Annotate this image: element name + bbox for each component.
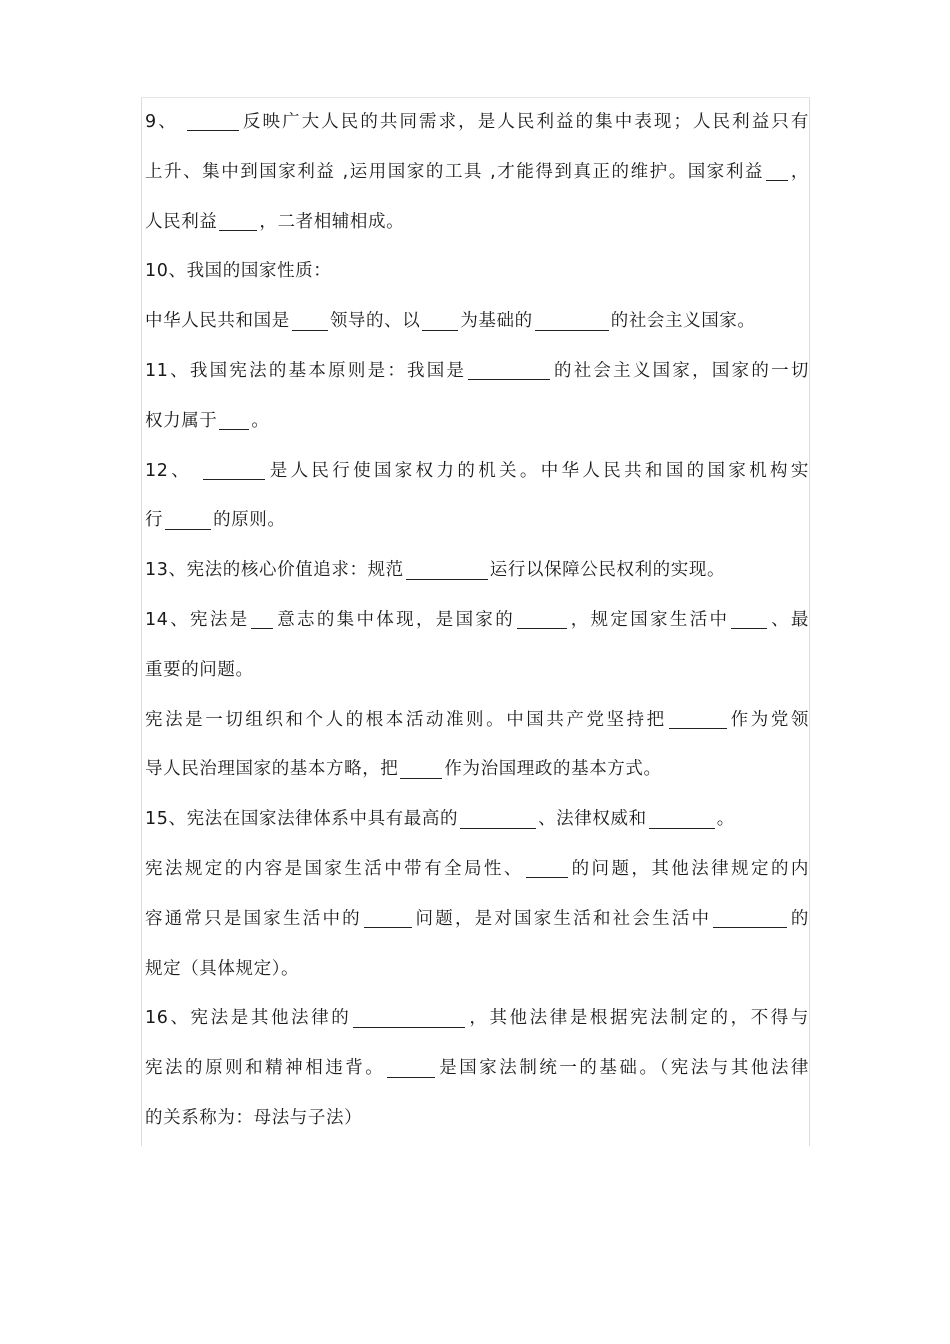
text-line bbox=[145, 745, 809, 795]
text-segment: 、法律权威和 bbox=[538, 809, 647, 830]
text-segment: 容通常只是国家生活中的 bbox=[145, 908, 362, 929]
text-segment: 15、宪法在国家法律体系中具有最高的 bbox=[145, 809, 459, 830]
text-segment: ，规定国家生活中 bbox=[569, 609, 730, 630]
text-segment: 宪法的原则和精神相违背。 bbox=[145, 1058, 386, 1079]
fill-blank bbox=[517, 608, 567, 629]
text-segment: 行 bbox=[145, 510, 164, 531]
text-segment: 的社会主义国家。 bbox=[610, 311, 756, 332]
text-line bbox=[145, 646, 809, 696]
text-line bbox=[145, 397, 809, 447]
text-segment: 的问题，其他法律规定的内 bbox=[569, 858, 810, 879]
text-line bbox=[145, 1044, 809, 1094]
text-segment: 。 bbox=[251, 410, 270, 431]
text-segment: 中华人民共和国是 bbox=[145, 311, 290, 332]
text-line bbox=[145, 795, 809, 845]
fill-blank bbox=[165, 509, 211, 530]
fill-blank bbox=[292, 309, 328, 330]
fill-blank bbox=[535, 309, 609, 330]
text-segment: 的 bbox=[789, 908, 809, 929]
text-segment: 的社会主义国家，国家的一切 bbox=[552, 360, 809, 381]
text-segment: 问题，是对国家生活和社会生活中 bbox=[413, 908, 712, 929]
fill-blank bbox=[649, 807, 715, 828]
text-segment: 反映广大人民的共同需求，是人民利益的集中表现；人民利益只有 bbox=[241, 112, 809, 132]
text-segment: ，二者相辅相成。 bbox=[259, 211, 405, 232]
text-line bbox=[145, 198, 809, 248]
fill-blank bbox=[406, 558, 488, 579]
fill-blank bbox=[219, 409, 249, 430]
fill-blank bbox=[219, 210, 257, 231]
text-segment: 10、我国的国家性质： bbox=[145, 261, 332, 282]
fill-blank bbox=[669, 708, 727, 729]
document-body bbox=[145, 98, 809, 1144]
fill-blank bbox=[364, 907, 412, 928]
text-segment: 意志的集中体现，是国家的 bbox=[275, 609, 516, 630]
fill-blank bbox=[387, 1056, 435, 1077]
text-segment: 是人民行使国家权力的机关。中华人民共和国的国家机构实 bbox=[266, 460, 809, 481]
text-line bbox=[145, 895, 809, 945]
text-segment: 11、我国宪法的基本原则是：我国是 bbox=[145, 360, 467, 381]
text-segment: 宪法规定的内容是国家生活中带有全局性、 bbox=[145, 858, 524, 879]
text-line bbox=[145, 347, 809, 397]
text-segment: 14、宪法是 bbox=[145, 609, 250, 630]
text-line bbox=[145, 148, 809, 198]
text-line bbox=[145, 596, 809, 646]
fill-blank bbox=[353, 1007, 465, 1028]
text-segment: 是国家法制统一的基础。（宪法与其他法律 bbox=[437, 1058, 809, 1079]
text-segment: 运行以保障公民权利的实现。 bbox=[489, 560, 726, 581]
fill-blank bbox=[460, 807, 536, 828]
fill-blank bbox=[468, 359, 550, 380]
text-segment: 作为治国理政的基本方式。 bbox=[444, 759, 662, 780]
text-segment: 13、宪法的核心价值追求：规范 bbox=[145, 560, 404, 581]
text-line bbox=[145, 247, 809, 297]
text-segment: 16、宪法是其他法律的 bbox=[145, 1008, 352, 1029]
fill-blank bbox=[400, 758, 442, 779]
text-segment: 12、 bbox=[145, 460, 201, 481]
fill-blank bbox=[422, 309, 458, 330]
text-segment: 。 bbox=[716, 809, 735, 830]
fill-blank bbox=[526, 857, 568, 878]
text-segment: 作为党领 bbox=[728, 709, 809, 730]
text-segment: 为基础的 bbox=[460, 311, 533, 332]
fill-blank bbox=[713, 907, 787, 928]
text-segment: 权力属于 bbox=[145, 410, 218, 431]
text-line bbox=[145, 297, 809, 347]
fill-blank bbox=[203, 459, 265, 480]
fill-blank bbox=[766, 160, 788, 181]
text-line bbox=[145, 945, 809, 995]
text-segment: 宪法是一切组织和个人的根本活动准则。中国共产党坚持把 bbox=[145, 709, 667, 730]
text-segment: 的关系称为：母法与子法） bbox=[145, 1107, 363, 1128]
text-segment: 导人民治理国家的基本方略，把 bbox=[145, 759, 399, 780]
fill-blank bbox=[187, 110, 239, 131]
text-segment: 人民利益 bbox=[145, 211, 218, 232]
text-segment: 的原则。 bbox=[213, 510, 286, 531]
text-line bbox=[145, 845, 809, 895]
text-segment: ，其他法律是根据宪法制定的，不得与 bbox=[467, 1008, 809, 1029]
text-segment: ， bbox=[789, 161, 810, 182]
text-line bbox=[145, 546, 809, 596]
text-line bbox=[145, 696, 809, 746]
text-line bbox=[145, 447, 809, 497]
text-segment: 9、 bbox=[145, 112, 186, 132]
text-line bbox=[145, 98, 809, 148]
text-segment: 重要的问题。 bbox=[145, 659, 254, 680]
fill-blank bbox=[251, 608, 273, 629]
text-segment: 上升、集中到国家利益 ,运用国家的工具 ,才能得到真正的维护。国家利益 bbox=[145, 161, 764, 182]
text-segment: 领导的、以 bbox=[329, 311, 421, 332]
text-line bbox=[145, 496, 809, 546]
text-line bbox=[145, 1094, 809, 1144]
fill-blank bbox=[731, 608, 767, 629]
text-segment: 、最 bbox=[769, 609, 810, 630]
text-line bbox=[145, 994, 809, 1044]
text-segment: 规定（具体规定）。 bbox=[145, 958, 300, 979]
